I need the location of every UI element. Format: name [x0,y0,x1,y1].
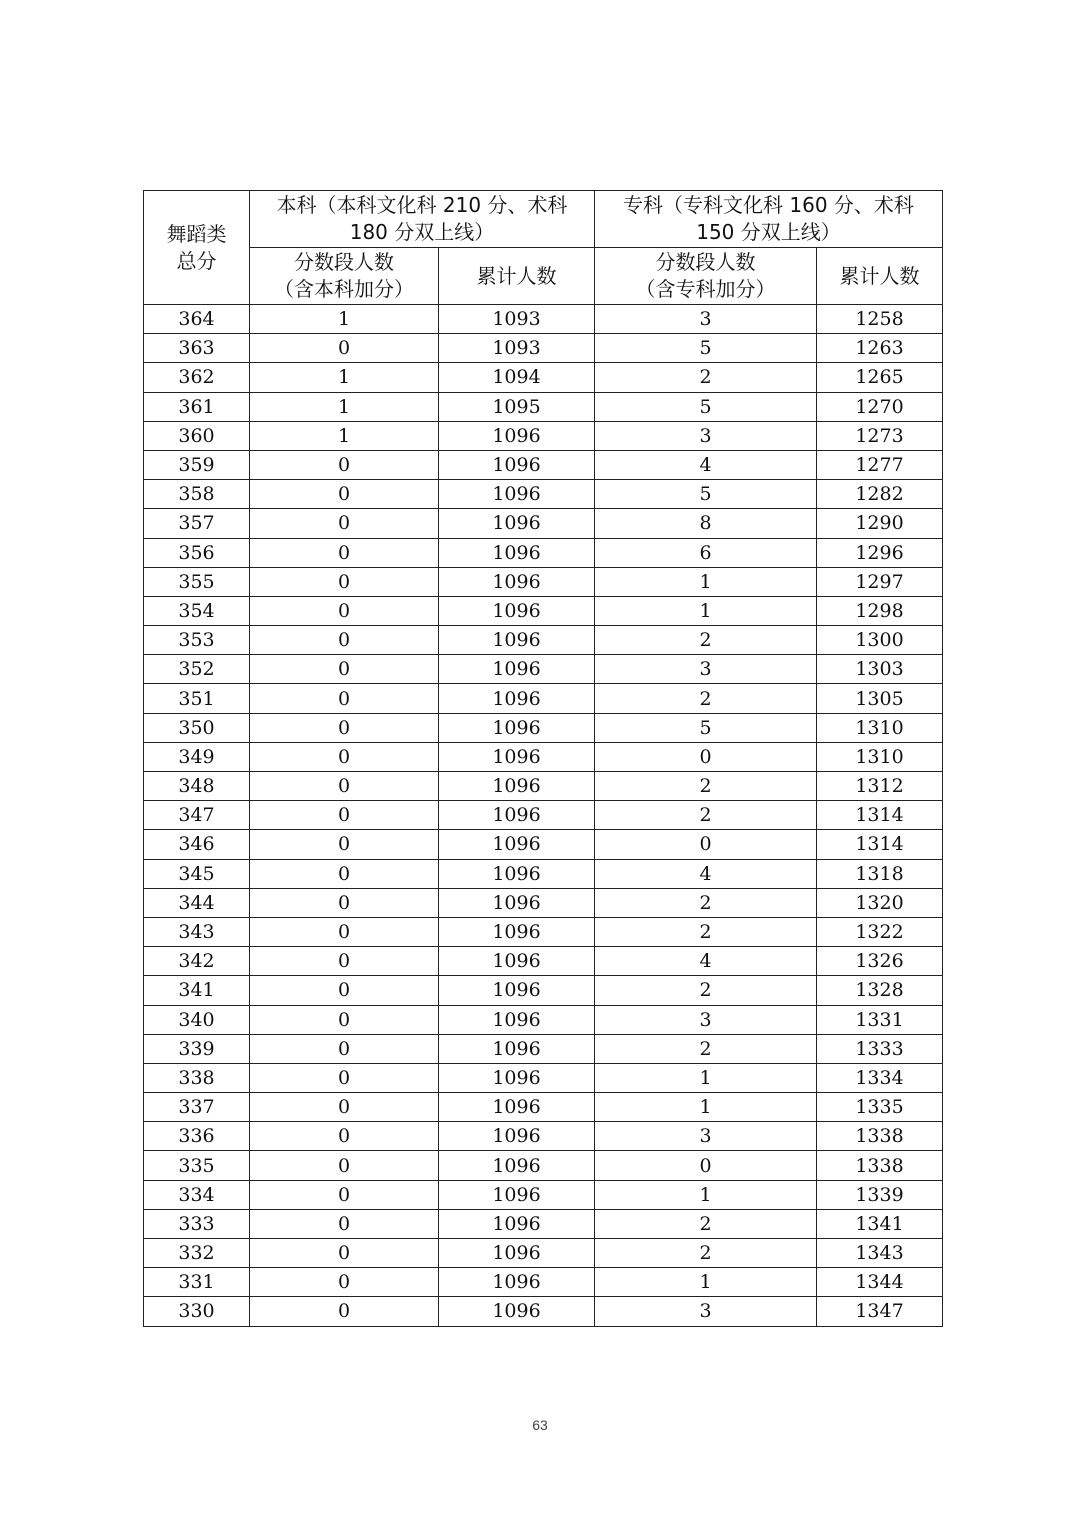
score-cell: 361 [144,392,250,421]
junior-segment-cell: 0 [595,830,817,859]
undergrad-segment-cell: 0 [250,1151,439,1180]
junior-segment-cell: 5 [595,392,817,421]
table-row [144,742,943,771]
junior-segment-cell: 1 [595,596,817,625]
undergrad-cumulative-cell: 1096 [439,450,595,479]
junior-segment-cell: 1 [595,1180,817,1209]
undergrad-segment-cell: 0 [250,713,439,742]
score-cell: 343 [144,917,250,946]
undergrad-cumulative-cell: 1094 [439,363,595,392]
score-column-header-text: 舞蹈类 总分 [166,221,227,273]
undergrad-cumulative-header [439,248,595,305]
undergrad-segment-cell: 0 [250,1297,439,1326]
junior-cumulative-cell: 1341 [817,1209,943,1238]
undergrad-segment-cell: 0 [250,626,439,655]
score-cell: 342 [144,947,250,976]
score-cell: 360 [144,421,250,450]
table-body [144,305,943,1327]
junior-segment-cell: 2 [595,363,817,392]
junior-cumulative-cell: 1320 [817,888,943,917]
junior-cumulative-cell: 1335 [817,1093,943,1122]
score-cell: 349 [144,742,250,771]
undergrad-cumulative-cell: 1096 [439,1268,595,1297]
junior-cumulative-cell: 1338 [817,1151,943,1180]
table-row [144,655,943,684]
undergrad-cumulative-cell: 1096 [439,1093,595,1122]
undergrad-segment-cell: 0 [250,655,439,684]
junior-cumulative-cell: 1314 [817,830,943,859]
score-cell: 362 [144,363,250,392]
undergrad-cumulative-cell: 1096 [439,1239,595,1268]
table-row [144,976,943,1005]
junior-cumulative-cell: 1322 [817,917,943,946]
junior-cumulative-cell: 1314 [817,801,943,830]
junior-cumulative-cell: 1296 [817,538,943,567]
score-cell: 352 [144,655,250,684]
table-row [144,830,943,859]
undergrad-cumulative-cell: 1096 [439,684,595,713]
score-cell: 340 [144,1005,250,1034]
junior-cumulative-cell: 1300 [817,626,943,655]
table-row [144,363,943,392]
undergrad-cumulative-cell: 1096 [439,509,595,538]
score-cell: 356 [144,538,250,567]
score-cell: 345 [144,859,250,888]
junior-segment-cell: 5 [595,334,817,363]
table-row [144,450,943,479]
score-cell: 353 [144,626,250,655]
score-cell: 337 [144,1093,250,1122]
score-distribution-table [143,190,943,1327]
table-row [144,1297,943,1326]
undergrad-segment-cell: 0 [250,976,439,1005]
undergrad-cumulative-cell: 1096 [439,538,595,567]
undergrad-cumulative-cell: 1096 [439,947,595,976]
junior-segment-cell: 2 [595,1034,817,1063]
junior-cumulative-cell: 1343 [817,1239,943,1268]
undergrad-segment-cell: 1 [250,421,439,450]
junior-cumulative-cell: 1318 [817,859,943,888]
table-row [144,1180,943,1209]
undergrad-cumulative-cell: 1096 [439,1034,595,1063]
table-row [144,772,943,801]
undergrad-cumulative-cell: 1096 [439,480,595,509]
score-column-header [144,191,250,305]
junior-cumulative-cell: 1273 [817,421,943,450]
junior-cumulative-cell: 1297 [817,567,943,596]
table-row [144,567,943,596]
junior-segment-cell: 4 [595,450,817,479]
score-cell: 336 [144,1122,250,1151]
score-cell: 331 [144,1268,250,1297]
undergrad-cumulative-cell: 1096 [439,1180,595,1209]
table-row [144,1239,943,1268]
junior-cumulative-cell: 1298 [817,596,943,625]
junior-segment-header-text: 分数段人数 （含专科加分） [635,250,776,301]
junior-segment-cell: 4 [595,947,817,976]
table-row [144,480,943,509]
undergrad-cumulative-cell: 1096 [439,859,595,888]
junior-segment-cell: 6 [595,538,817,567]
undergrad-segment-cell: 0 [250,801,439,830]
undergrad-cumulative-cell: 1096 [439,713,595,742]
undergrad-segment-cell: 0 [250,596,439,625]
undergrad-cumulative-cell: 1093 [439,334,595,363]
table-row [144,1005,943,1034]
undergrad-cumulative-cell: 1096 [439,917,595,946]
table-row [144,596,943,625]
undergrad-cumulative-cell: 1096 [439,626,595,655]
undergrad-segment-cell: 0 [250,1239,439,1268]
undergrad-cumulative-cell: 1096 [439,1151,595,1180]
junior-segment-cell: 1 [595,1063,817,1092]
junior-cumulative-cell: 1303 [817,655,943,684]
junior-cumulative-cell: 1277 [817,450,943,479]
undergrad-cumulative-cell: 1096 [439,1122,595,1151]
table-row [144,684,943,713]
junior-segment-cell: 2 [595,772,817,801]
score-cell: 339 [144,1034,250,1063]
undergrad-segment-header [250,248,439,305]
junior-cumulative-cell: 1312 [817,772,943,801]
undergrad-cumulative-cell: 1096 [439,596,595,625]
junior-cumulative-cell: 1282 [817,480,943,509]
undergrad-segment-cell: 0 [250,480,439,509]
table-row [144,334,943,363]
undergrad-cumulative-cell: 1096 [439,567,595,596]
undergrad-cumulative-cell: 1096 [439,1209,595,1238]
junior-cumulative-cell: 1326 [817,947,943,976]
junior-cumulative-header [817,248,943,305]
table-row [144,713,943,742]
undergrad-segment-cell: 0 [250,684,439,713]
score-cell: 354 [144,596,250,625]
junior-cumulative-cell: 1338 [817,1122,943,1151]
undergrad-segment-cell: 0 [250,1122,439,1151]
undergrad-cumulative-cell: 1096 [439,1297,595,1326]
table-row [144,421,943,450]
junior-cumulative-cell: 1333 [817,1034,943,1063]
score-cell: 330 [144,1297,250,1326]
undergrad-segment-cell: 0 [250,1005,439,1034]
header-row-1 [144,191,943,248]
score-cell: 351 [144,684,250,713]
table-row [144,1063,943,1092]
junior-group-header-text: 专科（专科文化科 160 分、术科 150 分双上线） [623,193,914,244]
undergrad-segment-cell: 0 [250,1034,439,1063]
table-row [144,1093,943,1122]
undergrad-segment-cell: 0 [250,450,439,479]
undergrad-cumulative-cell: 1096 [439,421,595,450]
junior-segment-cell: 2 [595,684,817,713]
table-row [144,1122,943,1151]
score-cell: 359 [144,450,250,479]
table-row [144,509,943,538]
score-cell: 363 [144,334,250,363]
junior-cumulative-cell: 1263 [817,334,943,363]
junior-segment-cell: 1 [595,1093,817,1122]
score-cell: 338 [144,1063,250,1092]
junior-segment-cell: 3 [595,1297,817,1326]
junior-segment-cell: 5 [595,480,817,509]
junior-cumulative-cell: 1331 [817,1005,943,1034]
score-cell: 335 [144,1151,250,1180]
junior-cumulative-cell: 1310 [817,742,943,771]
junior-cumulative-cell: 1334 [817,1063,943,1092]
undergrad-segment-cell: 0 [250,742,439,771]
undergrad-segment-cell: 0 [250,917,439,946]
score-cell: 341 [144,976,250,1005]
undergrad-cumulative-cell: 1096 [439,888,595,917]
junior-cumulative-cell: 1310 [817,713,943,742]
undergrad-segment-cell: 0 [250,567,439,596]
undergrad-cumulative-cell: 1096 [439,655,595,684]
junior-segment-cell: 2 [595,1239,817,1268]
undergrad-segment-cell: 0 [250,509,439,538]
score-cell: 344 [144,888,250,917]
junior-segment-cell: 4 [595,859,817,888]
junior-segment-cell: 2 [595,801,817,830]
undergrad-group-header-text: 本科（本科文化科 210 分、术科 180 分双上线） [276,193,568,244]
table-row [144,1151,943,1180]
score-cell: 357 [144,509,250,538]
undergrad-cumulative-cell: 1096 [439,801,595,830]
junior-cumulative-cell: 1347 [817,1297,943,1326]
score-cell: 350 [144,713,250,742]
table-row [144,888,943,917]
junior-cumulative-cell: 1344 [817,1268,943,1297]
undergrad-segment-cell: 0 [250,772,439,801]
table-row [144,1034,943,1063]
undergrad-segment-cell: 0 [250,1209,439,1238]
score-cell: 364 [144,305,250,334]
header-row-2 [144,248,943,305]
undergrad-cumulative-cell: 1096 [439,976,595,1005]
table-row [144,917,943,946]
undergrad-segment-cell: 0 [250,1093,439,1122]
undergrad-segment-cell: 1 [250,305,439,334]
junior-group-header [595,191,943,248]
undergrad-cumulative-cell: 1096 [439,742,595,771]
undergrad-cumulative-cell: 1096 [439,772,595,801]
undergrad-cumulative-cell: 1096 [439,830,595,859]
junior-segment-cell: 5 [595,713,817,742]
table-row [144,859,943,888]
junior-segment-cell: 3 [595,421,817,450]
junior-cumulative-cell: 1328 [817,976,943,1005]
score-cell: 333 [144,1209,250,1238]
junior-segment-cell: 1 [595,567,817,596]
score-cell: 358 [144,480,250,509]
undergrad-cumulative-header-text: 累计人数 [476,263,557,288]
table-row [144,947,943,976]
undergrad-segment-header-text: 分数段人数 （含本科加分） [274,250,414,301]
undergrad-cumulative-cell: 1096 [439,1063,595,1092]
undergrad-segment-cell: 0 [250,888,439,917]
undergrad-segment-cell: 0 [250,947,439,976]
table-row [144,1209,943,1238]
undergrad-segment-cell: 0 [250,1180,439,1209]
undergrad-segment-cell: 0 [250,859,439,888]
undergrad-segment-cell: 1 [250,363,439,392]
score-cell: 346 [144,830,250,859]
junior-segment-cell: 2 [595,917,817,946]
junior-cumulative-cell: 1258 [817,305,943,334]
junior-segment-cell: 2 [595,888,817,917]
junior-segment-header [595,248,817,305]
junior-segment-cell: 3 [595,655,817,684]
junior-segment-cell: 8 [595,509,817,538]
score-cell: 332 [144,1239,250,1268]
junior-segment-cell: 2 [595,626,817,655]
table-row [144,1268,943,1297]
junior-segment-cell: 2 [595,976,817,1005]
junior-segment-cell: 3 [595,1005,817,1034]
score-cell: 348 [144,772,250,801]
table-row [144,538,943,567]
junior-segment-cell: 1 [595,1268,817,1297]
page-number: 63 [532,1417,548,1433]
junior-segment-cell: 3 [595,1122,817,1151]
table-row [144,801,943,830]
junior-cumulative-cell: 1270 [817,392,943,421]
junior-cumulative-cell: 1290 [817,509,943,538]
undergrad-segment-cell: 1 [250,392,439,421]
junior-cumulative-cell: 1339 [817,1180,943,1209]
junior-cumulative-cell: 1265 [817,363,943,392]
score-cell: 334 [144,1180,250,1209]
undergrad-segment-cell: 0 [250,830,439,859]
junior-cumulative-cell: 1305 [817,684,943,713]
undergrad-cumulative-cell: 1096 [439,1005,595,1034]
junior-segment-cell: 2 [595,1209,817,1238]
table-row [144,626,943,655]
junior-segment-cell: 0 [595,742,817,771]
undergrad-segment-cell: 0 [250,334,439,363]
score-cell: 355 [144,567,250,596]
junior-segment-cell: 3 [595,305,817,334]
table-row [144,392,943,421]
table-header [144,191,943,305]
junior-segment-cell: 0 [595,1151,817,1180]
undergrad-cumulative-cell: 1095 [439,392,595,421]
undergrad-group-header [250,191,595,248]
table-row [144,305,943,334]
score-cell: 347 [144,801,250,830]
undergrad-segment-cell: 0 [250,1268,439,1297]
undergrad-segment-cell: 0 [250,538,439,567]
junior-cumulative-header-text: 累计人数 [839,263,920,288]
undergrad-cumulative-cell: 1093 [439,305,595,334]
undergrad-segment-cell: 0 [250,1063,439,1092]
